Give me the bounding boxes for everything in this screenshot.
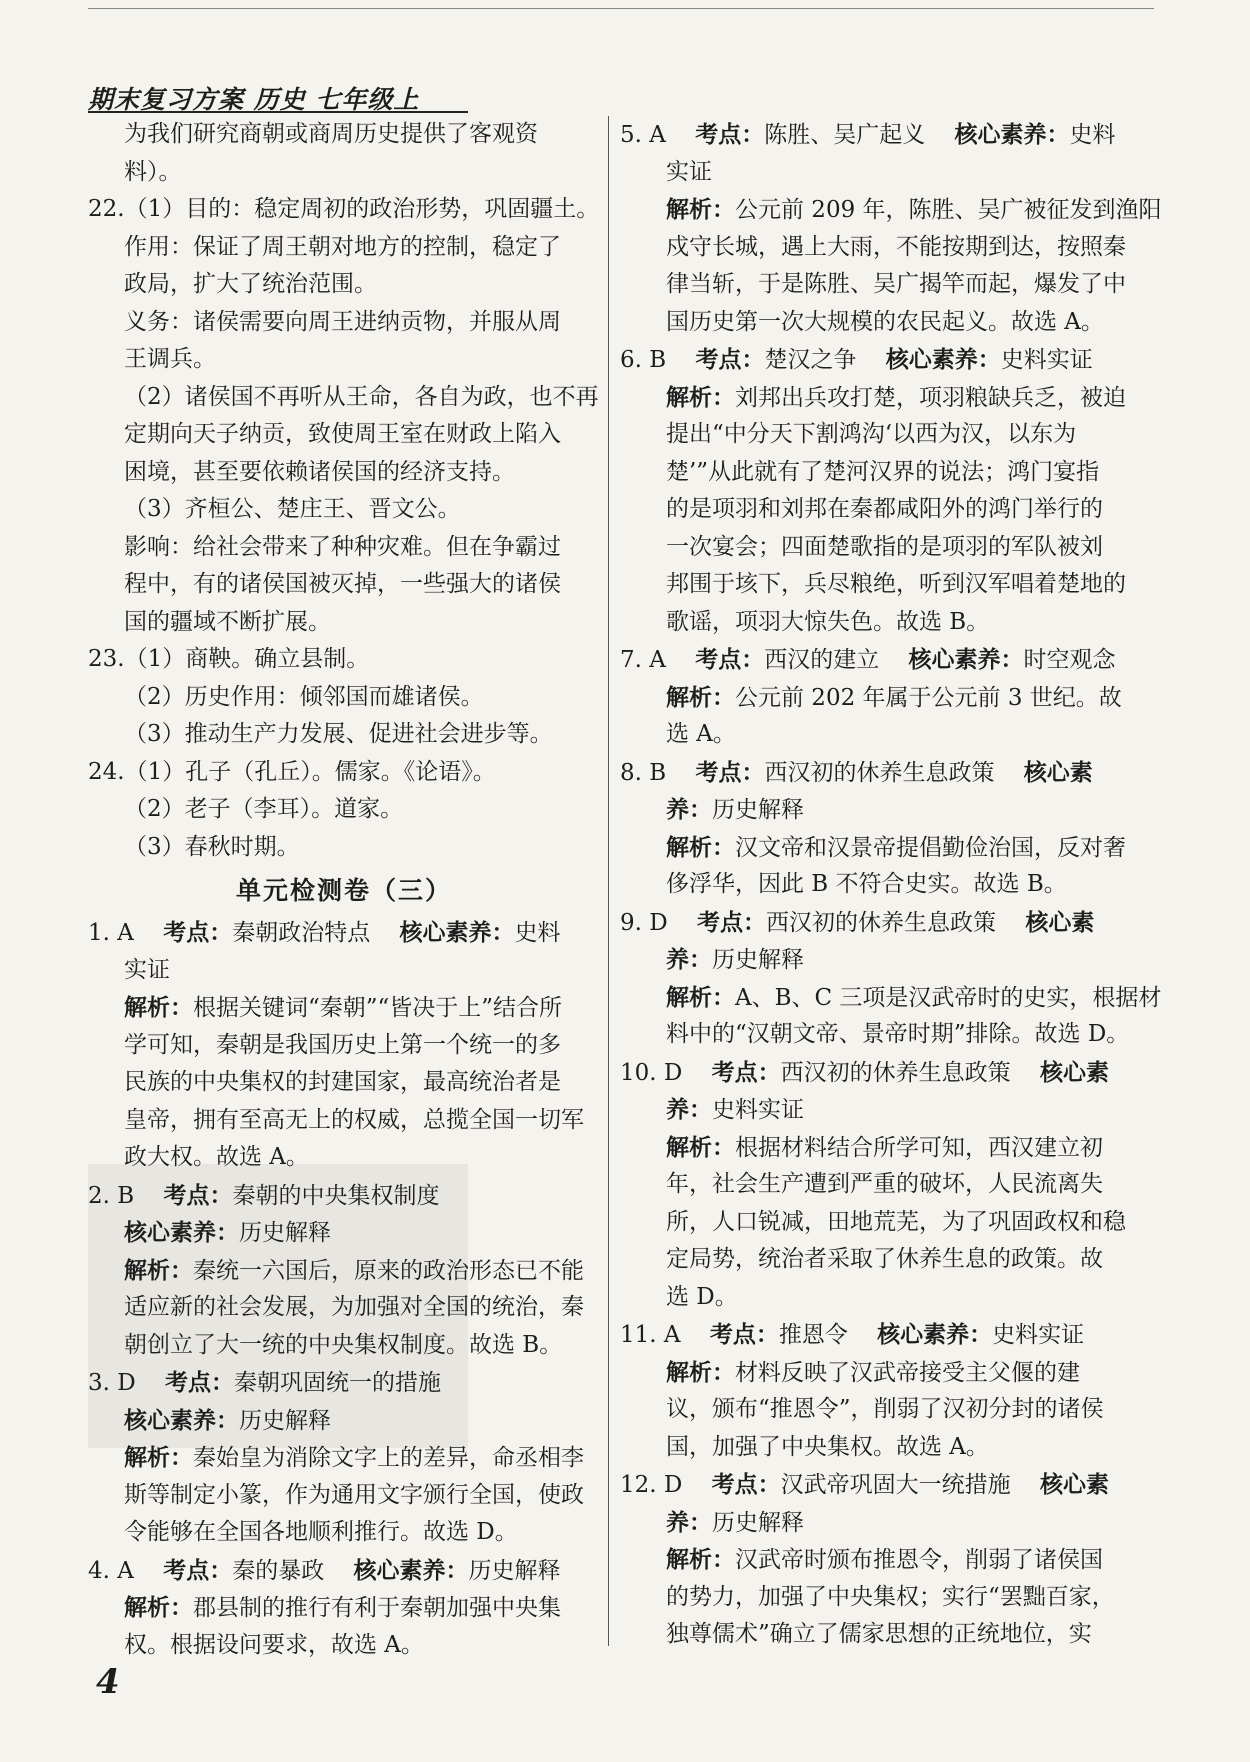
jiexi-text: 材料反映了汉武帝接受主父偃的建 — [735, 1359, 1080, 1386]
suyang-label: 核心素养： — [124, 1219, 239, 1246]
jiexi-text: 汉文帝和汉景帝提倡勤俭治国，反对奢 — [735, 834, 1126, 861]
analysis-line: 年，社会生产遭到严重的破坏，人民流离失 — [666, 1171, 1103, 1197]
analysis-line — [620, 1541, 1140, 1579]
analysis-line: 国，加强了中央集权。故选 A。 — [666, 1433, 989, 1460]
answer-number: 12. D — [620, 1472, 683, 1498]
text-line: 22.（1）目的：稳定周初的政治形势，巩固疆土。 — [88, 196, 600, 222]
text-line: 程中，有的诸侯国被灭掉，一些强大的诸侯 — [124, 571, 561, 597]
analysis-line — [620, 979, 1162, 1017]
suyang-label: 核心素养： — [908, 646, 1024, 673]
kaodian-label: 考点： — [709, 1321, 779, 1348]
analysis-line: 选 D。 — [666, 1283, 738, 1310]
answer-number: 11. A — [620, 1322, 681, 1348]
analysis-line: 议，颁布“推恩令”，削弱了汉初分封的诸侯 — [666, 1396, 1104, 1422]
text-line: 义务：诸侯需要向周王进纳贡物，并服从周 — [124, 308, 561, 335]
analysis-line: 政大权。故选 A。 — [124, 1144, 309, 1170]
text-line: 24.（1）孔子（孔丘）。儒家。《论语》。 — [88, 758, 496, 785]
suyang-line — [88, 1214, 600, 1252]
suyang-text: 时空观念 — [1023, 647, 1116, 673]
suyang-label: 核心素养： — [124, 1406, 239, 1434]
analysis-line: 独尊儒术”确立了儒家思想的正统地位，实 — [666, 1621, 1092, 1647]
answer-number: 8. B — [620, 759, 667, 786]
answer-header — [620, 754, 1140, 792]
jiexi-text: 公元前 202 年属于公元前 3 世纪。故 — [735, 684, 1122, 711]
analysis-line: 邦围于垓下，兵尽粮绝，听到汉军唱着楚地的 — [666, 571, 1126, 597]
text-line: （3）齐桓公、楚庄王、晋文公。 — [124, 496, 461, 522]
suyang-text: 史料实证 — [1000, 347, 1093, 373]
page-number: 4 — [96, 1662, 120, 1702]
answer-header — [620, 1466, 1140, 1504]
jiexi-label: 解析： — [666, 683, 735, 711]
kaodian-label: 考点： — [163, 919, 233, 946]
suyang-line — [88, 1402, 600, 1440]
suyang-label: 核心素 — [1039, 1058, 1109, 1086]
analysis-line — [620, 679, 1140, 717]
kaodian-text: 西汉初的休养生息政策 — [766, 909, 997, 936]
jiexi-text: 根据材料结合所学可知，西汉建立初 — [735, 1134, 1103, 1161]
text-line: 作用：保证了周王朝对地方的控制，稳定了 — [124, 233, 561, 260]
kaodian-text: 楚汉之争 — [764, 347, 857, 373]
jiexi-label: 解析： — [666, 196, 735, 223]
suyang-text: 史料 — [514, 920, 561, 946]
running-title: 期末复习方案 历史 七年级上 — [88, 85, 420, 114]
text-line: 困境，甚至要依赖诸侯国的经济支持。 — [124, 458, 515, 485]
suyang-text: 历史解释 — [712, 1509, 804, 1536]
kaodian-text: 汉武帝巩固大一统措施 — [780, 1472, 1011, 1498]
answer-number: 1. A — [88, 920, 134, 946]
suyang-label: 核心素 — [1039, 1471, 1109, 1498]
text-line: 为我们研究商朝或商周历史提供了客观资 — [124, 121, 538, 147]
header-rule — [88, 111, 468, 113]
analysis-line: 学可知，秦朝是我国历史上第一个统一的多 — [124, 1031, 561, 1058]
analysis-line — [620, 1129, 1140, 1167]
answer-number: 3. D — [88, 1370, 136, 1396]
suyang-label: 核心素 — [1025, 908, 1095, 936]
jiexi-text: 刘邦出兵攻打楚，项羽粮缺兵乏，被迫 — [735, 384, 1126, 411]
jiexi-text: 汉武帝时颁布推恩令，削弱了诸侯国 — [735, 1547, 1103, 1573]
kaodian-label: 考点： — [697, 908, 767, 936]
suyang-label-cont: 养： — [666, 1096, 712, 1123]
answer-number: 5. A — [620, 122, 666, 148]
suyang-text: 史料 — [1069, 122, 1116, 148]
answer-header — [88, 1364, 600, 1402]
analysis-line — [88, 1589, 600, 1627]
analysis-line: 侈浮华，因此 B 不符合史实。故选 B。 — [666, 871, 1067, 897]
kaodian-text: 西汉初的休养生息政策 — [764, 759, 995, 786]
jiexi-label: 解析： — [666, 1133, 735, 1161]
text-line: 政局，扩大了统治范围。 — [124, 271, 377, 297]
jiexi-label: 解析： — [666, 1546, 735, 1573]
analysis-line — [88, 1252, 600, 1290]
jiexi-text: 郡县制的推行有利于秦朝加强中央集 — [193, 1595, 561, 1621]
analysis-line: 楚’”从此就有了楚河汉界的说法；鸿门宴指 — [666, 458, 1100, 485]
analysis-line: 选 A。 — [666, 721, 736, 747]
jiexi-label: 解析： — [666, 1358, 735, 1386]
suyang-text: 历史解释 — [712, 947, 804, 973]
suyang-text: 历史解释 — [712, 797, 804, 823]
analysis-line — [88, 989, 600, 1027]
analysis-line: 定局势，统治者采取了休养生息的政策。故 — [666, 1246, 1103, 1272]
answer-header — [88, 1552, 600, 1590]
text-line: 23.（1）商鞅。确立县制。 — [88, 646, 370, 672]
jiexi-text: 秦始皇为消除文字上的差异，命丞相李 — [193, 1445, 584, 1471]
analysis-line — [620, 191, 1162, 229]
suyang-label-cont: 养： — [666, 946, 712, 973]
answer-header — [88, 914, 600, 952]
suyang-label: 核心素养： — [399, 919, 515, 946]
analysis-line: 令能够在全国各地顺利推行。故选 D。 — [124, 1519, 518, 1545]
kaodian-label: 考点： — [695, 346, 765, 373]
jiexi-label: 解析： — [124, 994, 193, 1021]
jiexi-label: 解析： — [666, 983, 735, 1011]
jiexi-label: 解析： — [666, 833, 735, 861]
suyang-label: 核心素养： — [877, 1321, 993, 1348]
analysis-line: 朝创立了大一统的中央集权制度。故选 B。 — [124, 1331, 563, 1358]
analysis-line: 律当斩，于是陈胜、吴广揭竿而起，爆发了中 — [666, 271, 1126, 297]
suyang-line — [620, 941, 1140, 979]
jiexi-label: 解析： — [124, 1256, 193, 1284]
analysis-line — [620, 379, 1140, 417]
analysis-line: 国历史第一次大规模的农民起义。故选 A。 — [666, 308, 1104, 335]
answer-header — [620, 641, 1140, 679]
kaodian-label: 考点： — [695, 758, 765, 786]
analysis-line: 斯等制定小篆，作为通用文字颁行全国，使政 — [124, 1481, 584, 1508]
analysis-line: 的是项羽和刘邦在秦都咸阳外的鸿门举行的 — [666, 496, 1103, 522]
answer-header — [620, 904, 1140, 942]
column-divider — [608, 116, 609, 1646]
kaodian-label: 考点： — [163, 1556, 233, 1584]
suyang-label-cont: 养： — [666, 1508, 712, 1536]
suyang-label: 核心素养： — [353, 1556, 469, 1584]
suyang-continuation: 实证 — [124, 956, 170, 983]
suyang-text: 史料实证 — [992, 1322, 1085, 1348]
answer-number: 6. B — [620, 347, 667, 373]
analysis-line: 的势力，加强了中央集权；实行“罢黜百家， — [666, 1583, 1115, 1610]
suyang-label: 核心素 — [1023, 758, 1093, 786]
text-line: 料）。 — [124, 158, 182, 185]
answer-number: 10. D — [620, 1059, 683, 1086]
suyang-line — [620, 1504, 1140, 1542]
kaodian-text: 秦朝政治特点 — [232, 920, 371, 946]
right-column — [620, 116, 1162, 1654]
analysis-line: 歌谣，项羽大惊失色。故选 B。 — [666, 608, 990, 635]
answer-header — [88, 1177, 600, 1215]
jiexi-text: 秦统一六国后，原来的政治形态已不能 — [193, 1257, 584, 1284]
answer-header — [620, 1316, 1140, 1354]
analysis-line: 皇帝，拥有至高无上的权威，总揽全国一切军 — [124, 1106, 584, 1133]
suyang-text: 史料实证 — [712, 1097, 804, 1123]
suyang-text: 历史解释 — [468, 1557, 561, 1584]
kaodian-text: 秦的暴政 — [232, 1557, 325, 1584]
kaodian-text: 推恩令 — [778, 1322, 848, 1348]
text-line: （3）推动生产力发展、促进社会进步等。 — [124, 721, 553, 747]
top-border-rule — [88, 8, 1154, 9]
analysis-line: 所，人口锐减，田地荒芜，为了巩固政权和稳 — [666, 1208, 1126, 1235]
jiexi-text: A、B、C 三项是汉武帝时的史实，根据材 — [735, 984, 1162, 1011]
analysis-line: 一次宴会；四面楚歌指的是项羽的军队被刘 — [666, 533, 1103, 560]
text-line: （3）春秋时期。 — [124, 833, 300, 860]
text-line: （2）诸侯国不再听从王命，各自为政，也不再 — [124, 383, 599, 410]
answer-header — [620, 116, 1140, 154]
answer-number: 2. B — [88, 1182, 135, 1209]
kaodian-label: 考点： — [163, 1181, 233, 1209]
kaodian-label: 考点： — [711, 1471, 781, 1498]
suyang-continuation: 实证 — [666, 158, 712, 185]
suyang-line — [620, 791, 1140, 829]
jiexi-label: 解析： — [666, 383, 735, 411]
kaodian-text: 陈胜、吴广起义 — [764, 122, 926, 148]
answer-header — [620, 1054, 1140, 1092]
analysis-line: 料中的“汉朝文帝、景帝时期”排除。故选 D。 — [666, 1021, 1130, 1047]
kaodian-label: 考点： — [695, 121, 765, 148]
suyang-label-cont: 养： — [666, 796, 712, 823]
kaodian-label: 考点： — [165, 1369, 235, 1396]
suyang-label: 核心素养： — [954, 121, 1070, 148]
answer-number: 4. A — [88, 1557, 134, 1584]
suyang-label: 核心素养： — [885, 346, 1001, 373]
analysis-line: 权。根据设问要求，故选 A。 — [124, 1631, 424, 1658]
text-line: 王调兵。 — [124, 346, 216, 372]
jiexi-text: 根据关键词“秦朝”“皆决于上”结合所 — [193, 995, 563, 1021]
suyang-text: 历史解释 — [239, 1407, 331, 1434]
suyang-text: 历史解释 — [239, 1220, 331, 1246]
analysis-line: 戍守长城，遇上大雨，不能按期到达，按照秦 — [666, 233, 1126, 260]
kaodian-label: 考点： — [711, 1058, 781, 1086]
kaodian-text: 秦朝巩固统一的措施 — [234, 1370, 442, 1396]
text-line: （2）历史作用：倾邻国而雄诸侯。 — [124, 683, 484, 710]
kaodian-label: 考点： — [695, 646, 765, 673]
left-column — [88, 116, 600, 1664]
text-line: 定期向天子纳贡，致使周王室在财政上陷入 — [124, 421, 561, 447]
analysis-line: 适应新的社会发展，为加强对全国的统治，秦 — [124, 1294, 584, 1320]
answer-header — [620, 341, 1140, 379]
analysis-line — [620, 1354, 1140, 1392]
answer-number: 7. A — [620, 647, 666, 673]
analysis-line: 提出“中分天下割鸿沟‘以西为汉，以东为 — [666, 421, 1077, 447]
text-line: （2）老子（李耳）。道家。 — [124, 796, 404, 822]
jiexi-label: 解析： — [124, 1594, 193, 1621]
answer-number: 9. D — [620, 909, 668, 936]
kaodian-text: 西汉初的休养生息政策 — [780, 1059, 1011, 1086]
jiexi-label: 解析： — [124, 1444, 193, 1471]
analysis-line: 民族的中央集权的封建国家，最高统治者是 — [124, 1069, 561, 1095]
kaodian-text: 秦朝的中央集权制度 — [232, 1182, 440, 1209]
suyang-line — [620, 1091, 1140, 1129]
jiexi-text: 公元前 209 年，陈胜、吴广被征发到渔阳 — [735, 197, 1162, 223]
text-line: 影响：给社会带来了种种灾难。但在争霸过 — [124, 533, 561, 560]
analysis-line — [88, 1439, 600, 1477]
kaodian-text: 西汉的建立 — [764, 647, 880, 673]
text-line: 国的疆域不断扩展。 — [124, 608, 331, 635]
section-title: 单元检测卷（三） — [235, 876, 452, 905]
analysis-line — [620, 829, 1140, 867]
